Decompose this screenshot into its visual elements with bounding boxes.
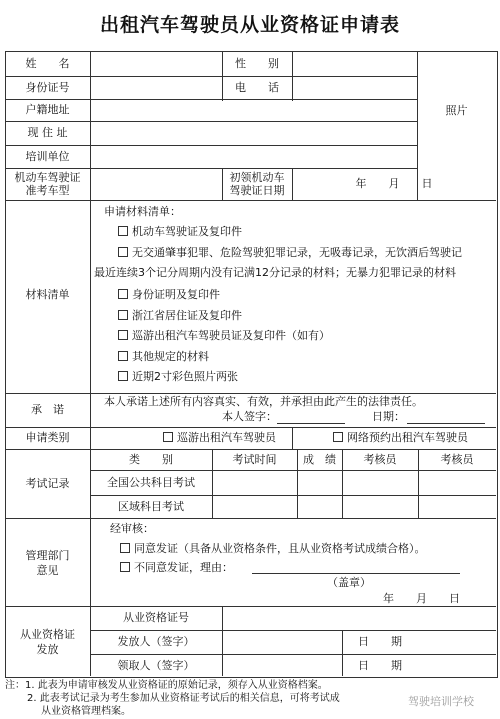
option-text: 同意发证（具备从业资格条件，且从业资格考试成绩合格）。 (134, 542, 426, 555)
option-text: 网络预约出租汽车驾驶员 (347, 431, 468, 444)
photo-box-label: 照片 (445, 104, 468, 117)
option-text: 不同意发证，理由： (134, 561, 233, 574)
watermark: 驾驶培训学校 (408, 695, 474, 708)
dept-opinion-label-line2: 意见 (36, 564, 59, 577)
date-line[interactable] (407, 423, 485, 424)
col-line (90, 51, 91, 676)
apply-type-option-online[interactable] (333, 431, 468, 445)
reviewer-label: 经审核： (110, 522, 154, 535)
checkbox[interactable] (118, 289, 128, 299)
material-item-text: 浙江省居住证及复印件 (132, 309, 242, 322)
hukou-label: 户籍地址 (25, 103, 70, 116)
material-item-text: 近期2寸彩色照片两张 (132, 370, 238, 383)
material-item (118, 225, 242, 239)
issuance-label (5, 627, 90, 657)
row-line (5, 427, 496, 428)
apply-type-label: 申请类别 (25, 431, 70, 444)
row-line (90, 470, 496, 471)
row-line (5, 393, 496, 394)
training-label: 培训单位 (25, 150, 70, 163)
material-item-continued: 最近连续3个记分周期内没有记满12分记录的材料；无暴力犯罪记录的材料 (94, 266, 456, 279)
material-item-text: 身份证明及复印件 (132, 288, 220, 301)
row-line (5, 449, 496, 450)
checkbox[interactable] (163, 432, 173, 442)
material-item (118, 329, 330, 343)
materials-label: 材料清单 (25, 288, 70, 301)
row-line (5, 518, 496, 519)
col-line (222, 606, 223, 676)
row-line (5, 76, 417, 77)
note-line-1: 注：1. 此表为申请审核发从业资格证的原始记录，须存入从业资格档案。 (5, 680, 328, 691)
receive-date-label: 日 期 (358, 659, 402, 672)
signature-line[interactable] (277, 423, 345, 424)
row-line (5, 200, 496, 201)
checkbox[interactable] (333, 432, 343, 442)
name-label: 姓 名 (25, 57, 70, 70)
material-item-text: 无交通肇事犯罪、危险驾驶犯罪记录，无吸毒记录，无饮酒后驾驶记 (132, 246, 462, 259)
material-item (118, 288, 220, 302)
gender-label: 性 别 (235, 57, 279, 70)
seal-label: （盖章） (327, 576, 371, 589)
checkbox[interactable] (118, 247, 128, 257)
license-type-label-line1: 机动车驾驶证 (14, 171, 81, 184)
checkbox[interactable] (118, 351, 128, 361)
address-label: 现 住 址 (27, 126, 68, 139)
checkbox[interactable] (118, 226, 128, 236)
note-line-3: 从业资格管理档案。 (41, 706, 131, 717)
issue-date-label: 日 期 (358, 635, 402, 648)
row-line (90, 630, 496, 631)
receiver-label: 领取人（签字） (117, 659, 195, 672)
row-line (5, 145, 417, 146)
row-line (5, 168, 417, 169)
exam-record-label: 考试记录 (25, 477, 70, 490)
material-item (118, 370, 238, 384)
first-issue-date: 年 月 日 (355, 177, 433, 190)
cert-number-label: 从业资格证号 (123, 611, 189, 624)
note-line-2: 2. 此表考试记录为考生参加从业资格证考试后的相关信息，可将考试成 (27, 693, 340, 704)
promise-date-label: 日期： (372, 410, 405, 423)
exam-col-category: 类 别 (129, 453, 173, 466)
row-line (90, 654, 496, 655)
row-line (5, 99, 417, 100)
reason-line[interactable] (252, 573, 460, 574)
dept-option-approve[interactable] (120, 542, 426, 556)
exam-row-national: 全国公共科目考试 (107, 476, 195, 489)
material-item (118, 246, 462, 260)
material-item-text: 其他规定的材料 (132, 350, 209, 363)
license-type-label (5, 171, 90, 197)
exam-col-score: 成 绩 (303, 453, 336, 466)
material-item-text: 机动车驾驶证及复印件 (132, 225, 242, 238)
material-item (118, 309, 242, 323)
dept-opinion-label (5, 548, 90, 578)
option-text: 巡游出租汽车驾驶员 (177, 431, 276, 444)
issuance-label-line2: 发放 (36, 643, 59, 656)
dept-date: 年 月 日 (383, 592, 460, 605)
material-item-text: 巡游出租汽车驾驶员证及复印件（如有） (132, 329, 330, 342)
promise-text: 本人承诺上述所有内容真实、有效，并承担由此产生的法律责任。 (104, 395, 423, 408)
exam-row-regional: 区域科目考试 (118, 500, 184, 513)
dept-option-reject[interactable] (120, 561, 233, 575)
dept-opinion-label-line1: 管理部门 (25, 549, 70, 562)
exam-col-examiner: 考核员 (363, 453, 397, 466)
phone-label: 电 话 (235, 81, 279, 94)
exam-col-time: 考试时间 (232, 453, 277, 466)
form-title: 出租汽车驾驶员从业资格证申请表 (99, 14, 400, 36)
exam-col-examiner: 考核员 (440, 453, 474, 466)
row-line (5, 121, 417, 122)
first-issue-label-line2: 驾驶证日期 (229, 184, 285, 197)
apply-type-option-cruise[interactable] (163, 431, 276, 445)
issuer-label: 发放人（签字） (117, 635, 195, 648)
promise-sign-label: 本人签字： (222, 410, 277, 423)
col-line (292, 51, 293, 101)
checkbox[interactable] (120, 562, 130, 572)
materials-header: 申请材料清单： (104, 205, 181, 218)
col-line (292, 427, 293, 449)
row-line (5, 606, 496, 607)
id-number-label: 身份证号 (25, 81, 70, 94)
first-issue-label (222, 171, 292, 197)
checkbox[interactable] (118, 330, 128, 340)
license-type-label-line2: 准考车型 (25, 184, 70, 197)
promise-label: 承 诺 (31, 403, 64, 416)
checkbox[interactable] (120, 543, 130, 553)
first-issue-label-line1: 初领机动车 (229, 171, 285, 184)
issuance-label-line1: 从业资格证 (20, 628, 75, 641)
material-item (118, 350, 209, 364)
row-line (90, 495, 496, 496)
checkbox[interactable] (118, 310, 128, 320)
checkbox[interactable] (118, 371, 128, 381)
